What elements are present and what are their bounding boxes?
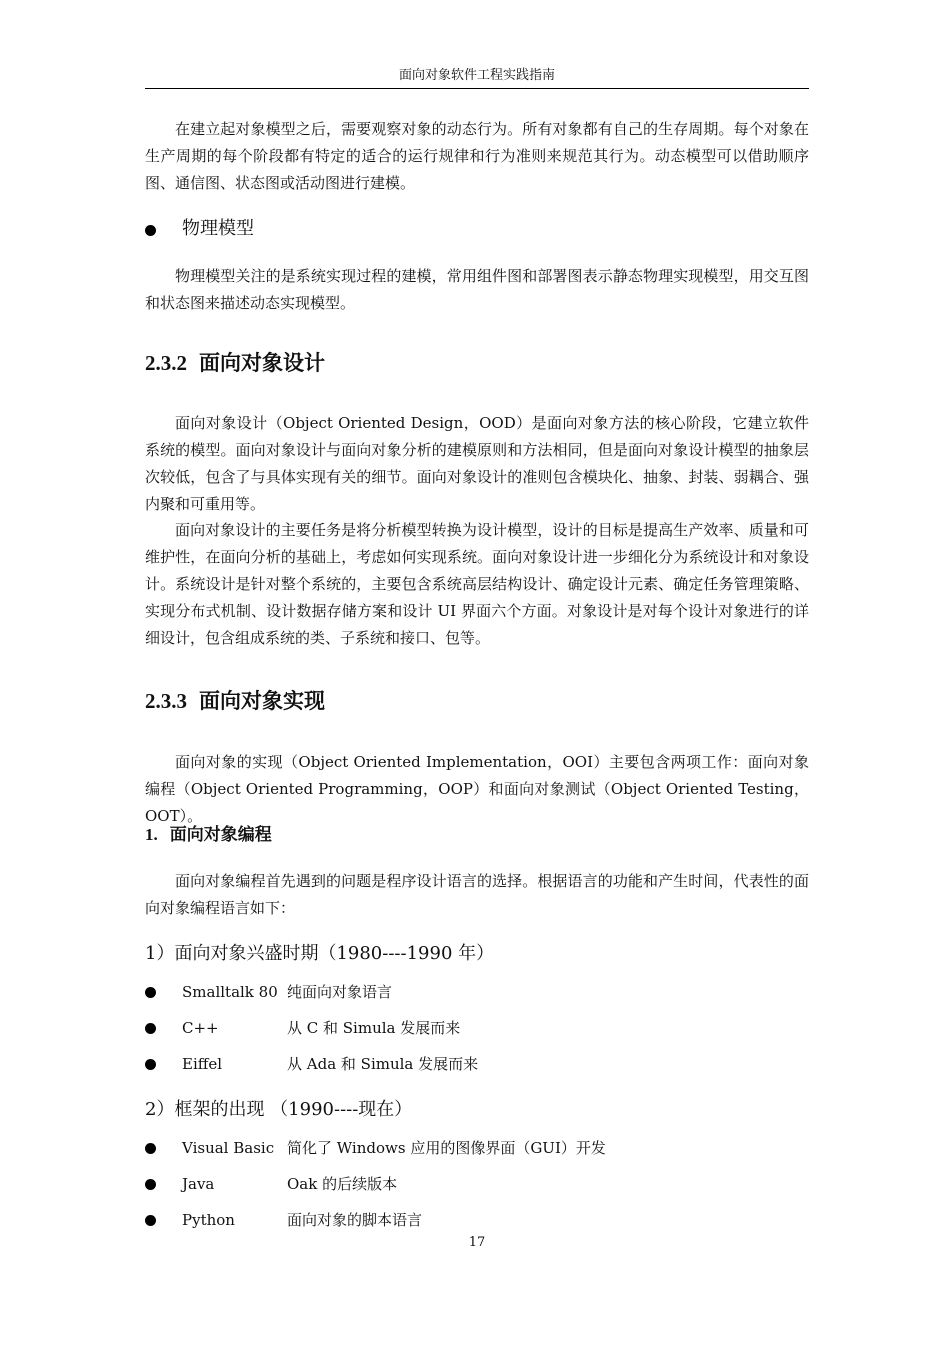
bullet-dot xyxy=(145,1143,156,1154)
running-header: 面向对象软件工程实践指南 xyxy=(398,68,555,83)
language-name: Visual Basic xyxy=(182,1139,275,1157)
oop-paragraph: 面向对象编程首先遇到的问题是程序设计语言的选择。根据语言的功能和产生时间，代表性的面向对象编程语言如下： xyxy=(145,872,809,917)
language-name: Eiffel xyxy=(182,1055,223,1073)
bullet-dot xyxy=(145,987,156,998)
subsection-title: 面向对象编程 xyxy=(169,825,272,845)
section-number: 2.3.3 xyxy=(145,689,187,713)
language-description: 面向对象的脚本语言 xyxy=(287,1211,423,1229)
section-heading-2-3-2 xyxy=(145,348,325,378)
ood-paragraph-2: 面向对象设计的主要任务是将分析模型转换为设计模型，设计的目标是提高生产效率、质量和可维护性，在面向分析的基础上，考虑如何实现系统。面向对象设计进一步细化分为系统设计和对象设计。系统设计是针对整个系统的，主要包含系统高层结构设计、确定设计元素、确定任务管理策略、实现分布式机制、设计数据存储方案和设计 UI 界面六个方面。对象设计是对每个设计对象进行的详细设计，包含组成系统的类、子系统和接口、包等。 xyxy=(145,521,809,647)
page-number: 17 xyxy=(468,1235,486,1250)
bullet-dot xyxy=(145,1023,156,1034)
physical-model-paragraph: 物理模型关注的是系统实现过程的建模，常用组件图和部署图表示静态物理实现模型，用交互图和状态图来描述动态实现模型。 xyxy=(145,267,809,312)
bullet-dot xyxy=(145,1059,156,1070)
dynamic-model-paragraph: 在建立起对象模型之后，需要观察对象的动态行为。所有对象都有自己的生存周期。每个对象在生产周期的每个阶段都有特定的适合的运行规律和行为准则来规范其行为。动态模型可以借助顺序图、通信图、状态图或活动图进行建模。 xyxy=(145,120,809,192)
language-description: 从 C 和 Simula 发展而来 xyxy=(287,1019,461,1037)
ood-paragraph-1: 面向对象设计（Object Oriented Design，OOD）是面向对象方法的核心阶段，它建立软件系统的模型。面向对象设计与面向对象分析的建模原则和方法相同，但是面向对象设计模型的抽象层次较低，包含了与具体实现有关的细节。面向对象设计的准则包含模块化、抽象、封装、弱耦合、强内聚和可重用等。 xyxy=(145,414,809,513)
header-rule xyxy=(145,88,809,89)
bullet-label: 物理模型 xyxy=(182,218,254,239)
subsection-heading-oop xyxy=(145,822,272,848)
section-title: 面向对象设计 xyxy=(199,351,325,375)
bullet-dot xyxy=(145,1215,156,1226)
section-number: 2.3.2 xyxy=(145,351,187,375)
section-heading-2-3-3 xyxy=(145,686,325,716)
language-name: Smalltalk 80 xyxy=(182,983,278,1001)
language-description: Oak 的后续版本 xyxy=(287,1175,398,1193)
subsection-number: 1. xyxy=(145,825,158,844)
period-2-label: 2）框架的出现 （1990----现在） xyxy=(145,1099,413,1120)
bullet-dot xyxy=(145,1179,156,1190)
language-description: 纯面向对象语言 xyxy=(287,983,393,1001)
language-name: Python xyxy=(182,1211,235,1229)
language-description: 从 Ada 和 Simula 发展而来 xyxy=(287,1055,479,1073)
language-name: C++ xyxy=(182,1019,219,1037)
bullet-dot xyxy=(145,225,156,236)
language-description: 简化了 Windows 应用的图像界面（GUI）开发 xyxy=(287,1139,606,1157)
section-title: 面向对象实现 xyxy=(199,689,325,713)
ooi-paragraph: 面向对象的实现（Object Oriented Implementation，OOI）主要包含两项工作：面向对象编程（Object Oriented Programming，OOP）和面向对象测试（Object Oriented Testing，OOT）。 xyxy=(145,753,809,825)
period-1-label: 1）面向对象兴盛时期（1980----1990 年） xyxy=(145,943,495,964)
language-name: Java xyxy=(182,1175,215,1193)
